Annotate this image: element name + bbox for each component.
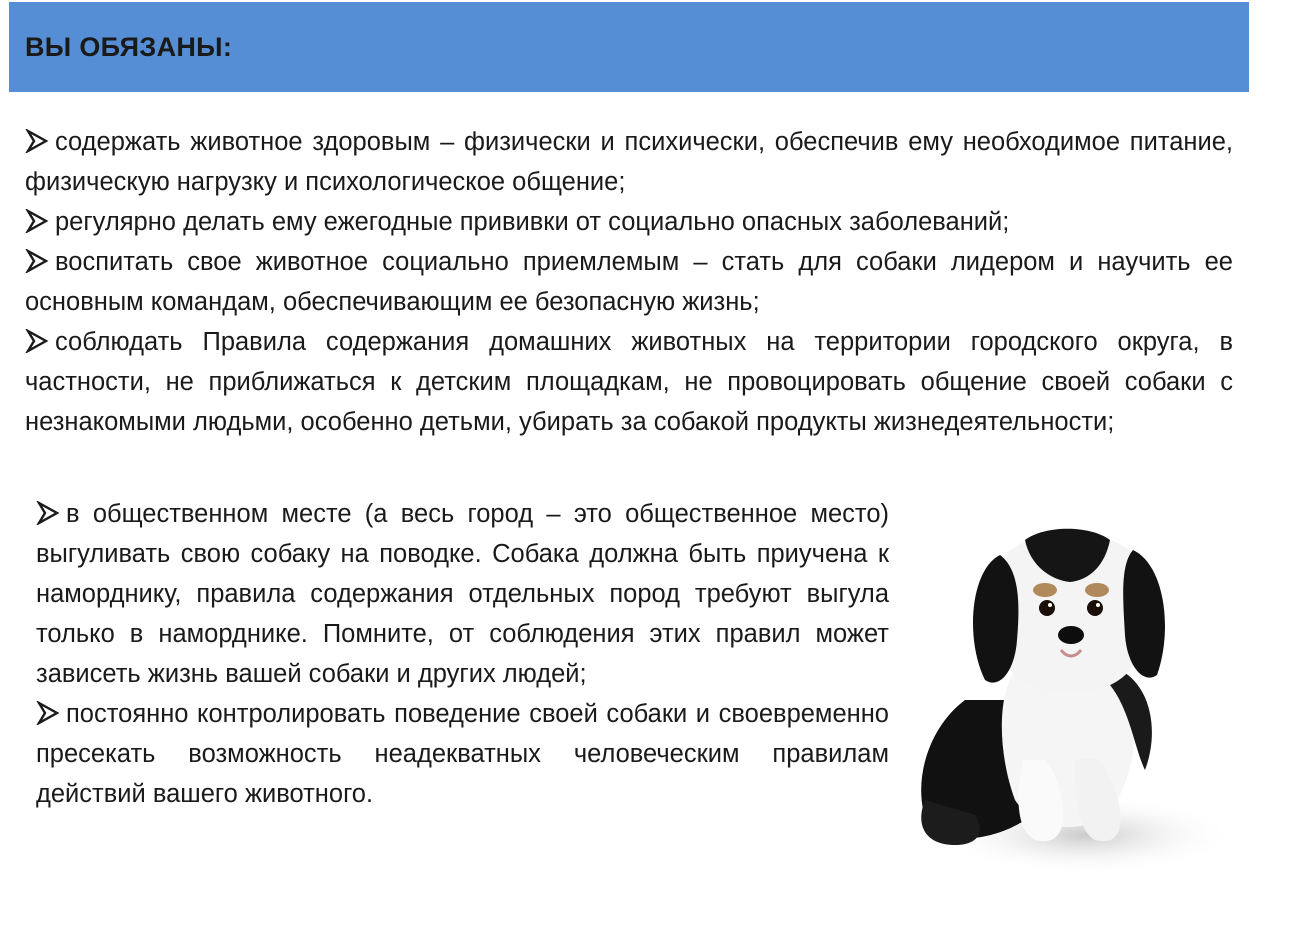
list-item-text: в общественном месте (а весь город – это общественное место) выгуливать свою собаку на поводке. Собака должна быть приучена к наморднику, правила содержания отдельных пород требуют выгула только в наморднике. Помните, от соблюдения этих правил может зависеть жизнь вашей собаки и других людей; — [36, 500, 889, 688]
arrow-bullet-icon — [36, 501, 60, 525]
list-item — [25, 202, 1233, 242]
obligations-list-bottom — [36, 494, 889, 814]
list-item-text: содержать животное здоровым – физически и психически, обеспечив ему необходимое питание, физическую нагрузку и психологическое общение; — [25, 128, 1233, 196]
arrow-bullet-icon — [25, 209, 49, 233]
list-item — [36, 494, 889, 694]
list-item — [25, 122, 1233, 202]
list-item-text: соблюдать Правила содержания домашних животных на территории городского округа, в частности, не приближаться к детским площадкам, не провоцировать общение своей собаки с незнакомыми людьми, особенно детьми, убирать за собакой продукты жизнедеятельности; — [25, 328, 1233, 436]
header-bar — [9, 2, 1249, 92]
puppy-icon — [905, 500, 1235, 900]
list-item — [36, 694, 889, 814]
obligations-list-top — [25, 122, 1233, 442]
arrow-bullet-icon — [36, 701, 60, 725]
list-item — [25, 242, 1233, 322]
list-item-text: постоянно контролировать поведение своей собаки и своевременно пресекать возможность неадекватных человеческим правилам действий вашего животного. — [36, 700, 889, 808]
arrow-bullet-icon — [25, 329, 49, 353]
list-item — [25, 322, 1233, 442]
puppy-illustration — [905, 500, 1235, 900]
arrow-bullet-icon — [25, 249, 49, 273]
list-item-text: воспитать свое животное социально приемлемым – стать для собаки лидером и научить ее основным командам, обеспечивающим ее безопасную жизнь; — [25, 248, 1233, 316]
list-item-text: регулярно делать ему ежегодные прививки от социально опасных заболеваний; — [55, 208, 1010, 236]
arrow-bullet-icon — [25, 129, 49, 153]
page-title: ВЫ ОБЯЗАНЫ: — [25, 32, 233, 62]
